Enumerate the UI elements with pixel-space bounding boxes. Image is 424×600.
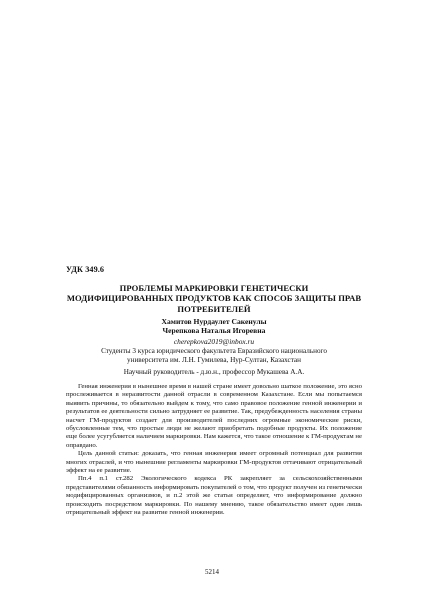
body-paragraph: Пп.4 п.1 ст.282 Экологического кодекса РК закрепляет за сельскохозяйственными представителями обязанность информировать покупателей о том, что продукт получен из генетически модифицированных организмов, и п.2 этой же статьи определяет, что информирование должно происходить посредством маркировки. По нашему мнению, такое обязательство имеет один лишь отрицательный эффект на развитие генной инженерии. — [66, 475, 362, 517]
affiliation-line: Студенты 3 курса юридического факультета Евразийского национального — [101, 347, 327, 355]
author-name: Хамитов Нурдаулет Сакенулы — [161, 317, 267, 326]
supervisor-line: Научный руководитель - д.ю.н., профессор Мукашева А.А. — [123, 368, 305, 376]
affiliation-line: университета им. Л.Н. Гумилева, Нур-Султан, Казахстан — [127, 356, 301, 365]
body-paragraph: Цель данной статьи: доказать, что генная инженерия имеет огромный потенциал для развития многих отраслей, и что нынешние регламенты маркировки ГМ-продуктов оттачивают отрицательный эффект на ее развитие. — [66, 450, 362, 475]
page-number: 5214 — [205, 568, 219, 576]
author-email: cherepkova2019@inbox.ru — [173, 337, 255, 346]
udk-code: УДК 349.6 — [66, 265, 105, 274]
affiliation — [66, 347, 362, 365]
body-paragraph: Генная инженерия в нынешнее время в нашей стране имеет довольно шаткое положение, это ясно прослеживается в неразвитости данной отрасли в современном Казахстане. Если мы попытаемся выявить причины, то обязательно выйдем к тому, что само правовое положение генной инженерии и результатов ее деятельности сильно затрудняет ее развитие. Так, предубежденность населения страны насчет ГМ-продуктов создает для производителей последних огромные экономические риски, обусловленные тем, что простые люди не желают приобретать подобные продукты. Их положение еще более усугубляется наличием маркировки. Нам кажется, что такое отношение к ГМ-продуктам не оправдано. — [66, 383, 362, 449]
article-body — [66, 383, 362, 518]
author-list — [66, 317, 362, 336]
paper-title: ПРОБЛЕМЫ МАРКИРОВКИ ГЕНЕТИЧЕСКИ МОДИФИЦИРОВАННЫХ ПРОДУКТОВ КАК СПОСОБ ЗАЩИТЫ ПРАВ ПОТРЕБИТЕЛЕЙ — [66, 283, 362, 314]
author-name: Черепкова Наталья Игоревна — [162, 326, 266, 336]
